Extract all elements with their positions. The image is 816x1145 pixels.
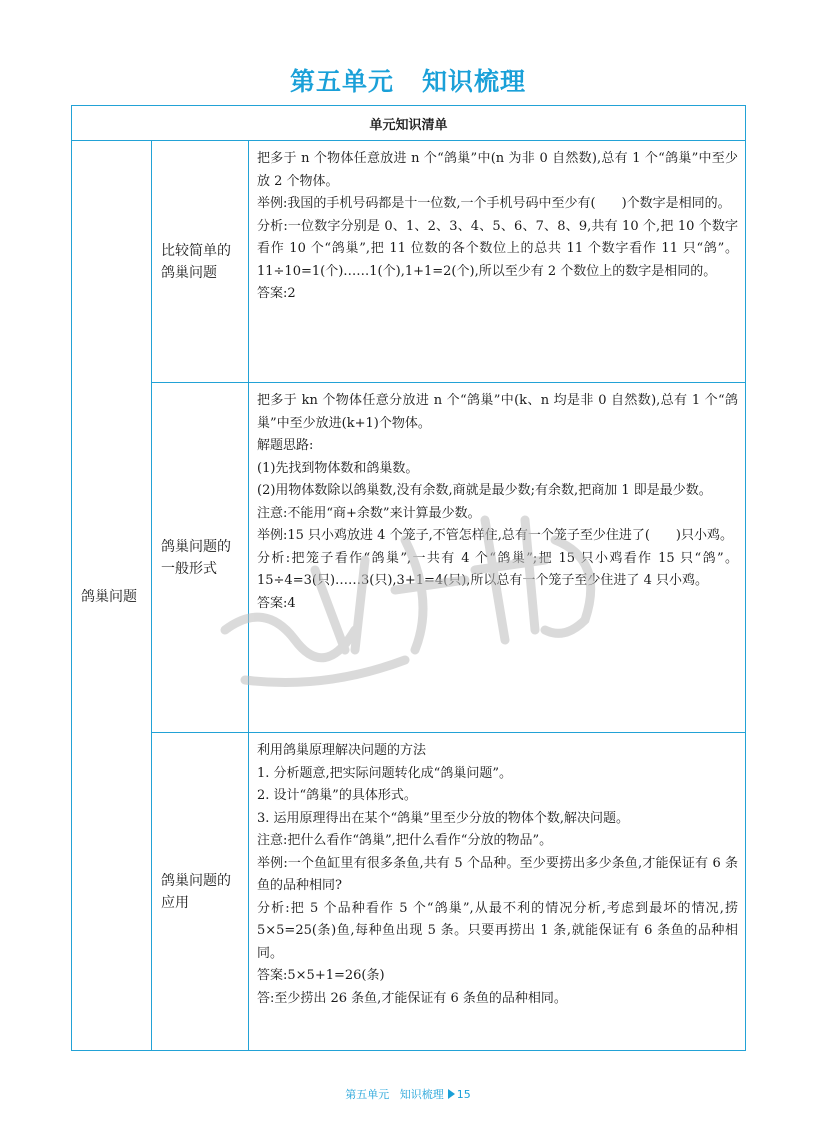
- content-paragraph: 举例:一个鱼缸里有很多条鱼,共有 5 个品种。至少要捞出多少条鱼,才能保证有 6 条鱼的品种相同?: [257, 855, 739, 893]
- subtopic-line: 鸽巢问题: [161, 264, 217, 281]
- content-paragraph: 2. 设计“鸽巢”的具体形式。: [257, 788, 417, 803]
- content-paragraph: (1)先找到物体数和鸽巢数。: [257, 460, 419, 476]
- content-paragraph: (2)用物体数除以鸽巢数,没有余数,商就是最少数;有余数,把商加 1 即是最少数。: [257, 483, 712, 498]
- content-cell: [249, 141, 746, 383]
- page-title-unit: 第五单元: [289, 67, 394, 96]
- content-paragraph: 答案:2: [257, 286, 296, 301]
- page-title-topic: 知识梳理: [422, 67, 527, 96]
- subtopic-line: 鸽巢问题的: [161, 872, 231, 889]
- knowledge-table: [71, 105, 746, 1051]
- content-cell: [249, 383, 746, 733]
- content-paragraph: 答案:5×5+1=26(条): [257, 968, 385, 983]
- subtopic-cell: [152, 383, 249, 733]
- content-paragraph: 把多于 kn 个物体任意分放进 n 个“鸽巢”中(k、n 均是非 0 自然数),总有 1 个“鸽巢”中至少放进(k+1)个物体。: [257, 393, 739, 431]
- subtopic-line: 鸽巢问题的: [161, 538, 231, 555]
- page-title: [0, 62, 816, 98]
- content-paragraph: 注意:把什么看作“鸽巢”,把什么看作“分放的物品”。: [257, 833, 553, 848]
- content-paragraph: 3. 运用原理得出在某个“鸽巢”里至少分放的物体个数,解决问题。: [257, 810, 629, 826]
- subtopic-cell: [152, 733, 249, 1051]
- topic-cell: 鸽巢问题: [72, 141, 152, 1051]
- content-paragraph: 利用鸽巢原理解决问题的方法: [257, 743, 427, 758]
- page-number: 15: [456, 1088, 471, 1101]
- content-paragraph: 分析:把笼子看作“鸽巢”,一共有 4 个“鸽巢”;把 15 只小鸡看作 15 只“鸽”。15÷4=3(只)……3(只),3+1=4(只),所以总有一个笼子至少住进了 4 只小鸡。: [257, 550, 739, 588]
- content-paragraph: 把多于 n 个物体任意放进 n 个“鸽巢”中(n 为非 0 自然数),总有 1 个“鸽巢”中至少放 2 个物体。: [257, 151, 739, 189]
- subtopic-line: 应用: [161, 894, 189, 911]
- content-paragraph: 分析:一位数字分别是 0、1、2、3、4、5、6、7、8、9,共有 10 个,把 10 个数字看作 10 个“鸽巢”,把 11 位数的各个数位上的总共 11 个数字看作 11 只“鸽”。11÷10=1(个)……1(个),1+1=2(个),所以至少有 2 个数位上的数字是相同的。: [257, 218, 739, 279]
- content-paragraph: 1. 分析题意,把实际问题转化成“鸽巢问题”。: [257, 765, 512, 781]
- footer-topic: 知识梳理: [399, 1088, 444, 1101]
- content-paragraph: 答:至少捞出 26 条鱼,才能保证有 6 条鱼的品种相同。: [257, 990, 567, 1006]
- table-header: 单元知识清单: [72, 106, 746, 141]
- content-paragraph: 解题思路:: [257, 438, 314, 453]
- table-row: [72, 383, 746, 733]
- subtopic-line: 一般形式: [161, 560, 217, 577]
- page-footer: [0, 1086, 816, 1102]
- table-row: [72, 141, 746, 383]
- subtopic-cell: [152, 141, 249, 383]
- table-row: [72, 733, 746, 1051]
- content-paragraph: 答案:4: [257, 595, 296, 611]
- footer-unit: 第五单元: [345, 1088, 390, 1101]
- content-paragraph: 分析:把 5 个品种看作 5 个“鸽巢”,从最不利的情况分析,考虑到最坏的情况,捞 5×5=25(条)鱼,每种鱼出现 5 条。只要再捞出 1 条,就能保证有 6 条鱼的品种相同。: [257, 900, 739, 961]
- subtopic-line: 比较简单的: [161, 242, 231, 259]
- content-paragraph: 注意:不能用“商+余数”来计算最少数。: [257, 505, 481, 521]
- content-paragraph: 举例:15 只小鸡放进 4 个笼子,不管怎样住,总有一个笼子至少住进了( )只小鸡。: [257, 528, 733, 543]
- content-cell: [249, 733, 746, 1051]
- triangle-marker-icon: [448, 1089, 455, 1099]
- content-paragraph: 举例:我国的手机号码都是十一位数,一个手机号码中至少有( )个数字是相同的。: [257, 196, 731, 211]
